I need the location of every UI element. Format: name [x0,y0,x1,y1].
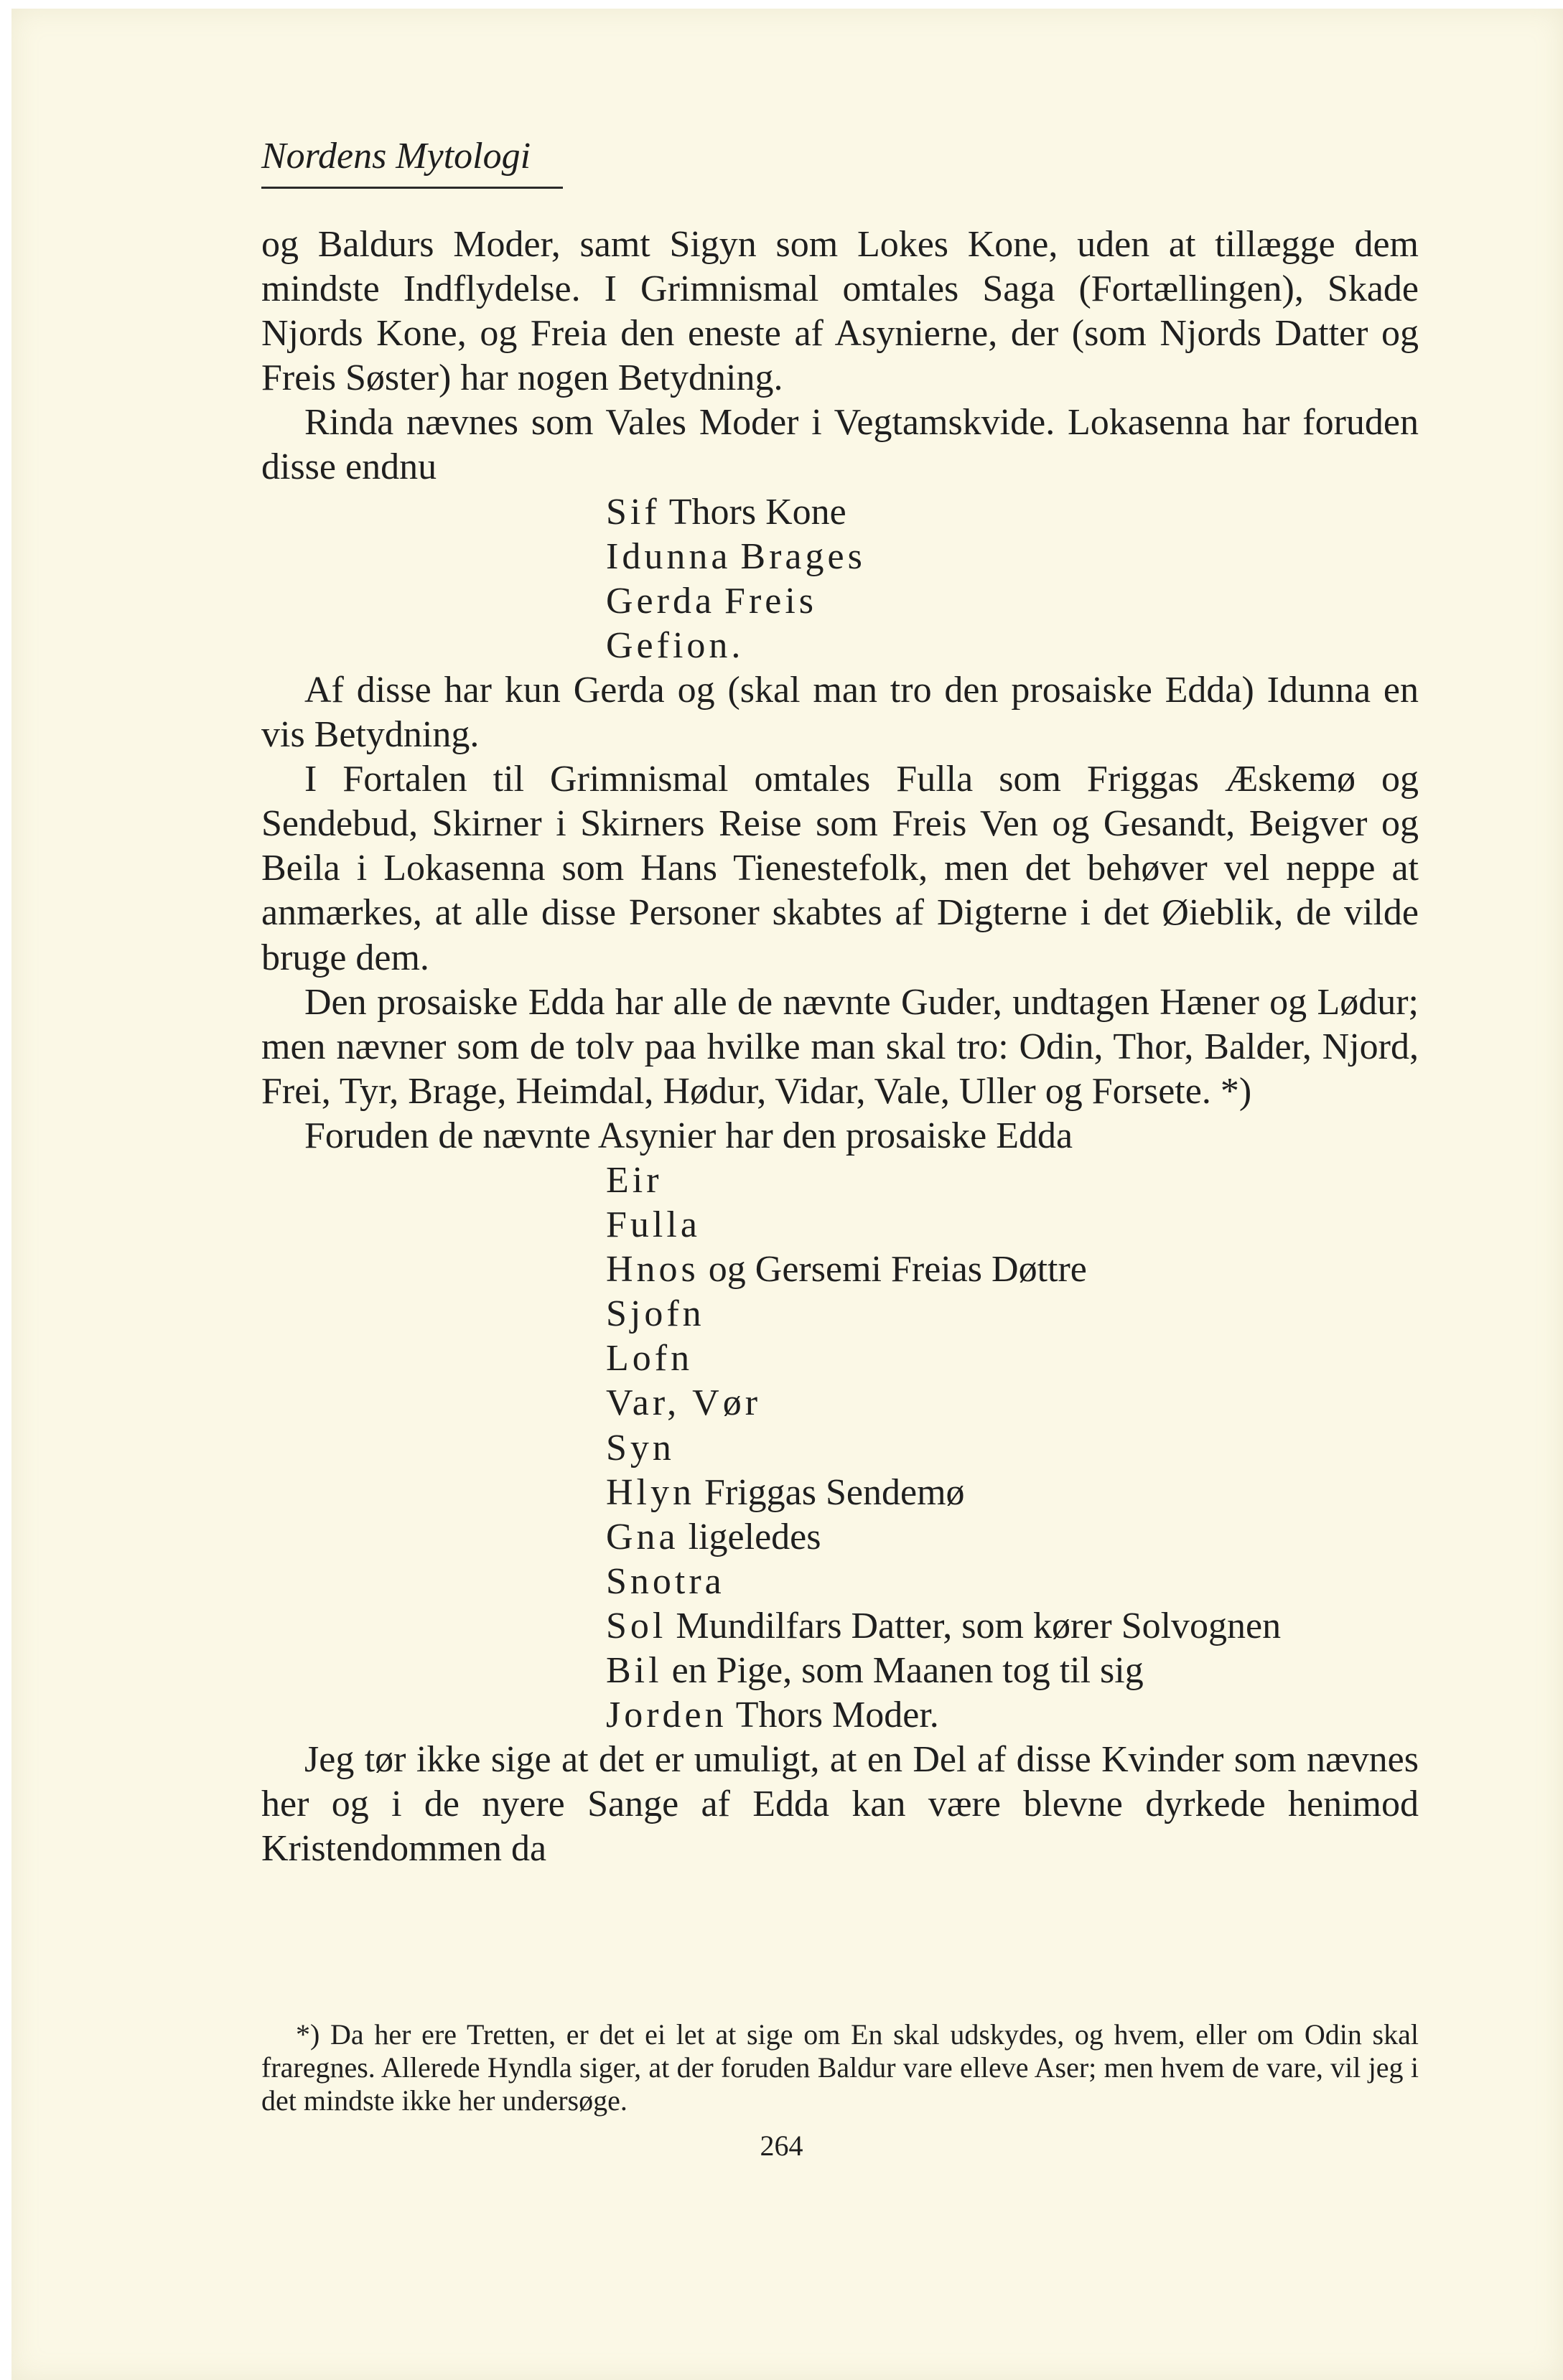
goddess-name: Hnos [606,1249,699,1290]
goddess-name: Snotra [606,1560,725,1602]
goddess-name: Hlyn [606,1471,695,1513]
footnote-text: *) Da her ere Tretten, er det ei let at sige om En skal udskydes, og hvem, eller om Odin skal fraregnes. Allerede Hyndla siger, at der foruden Baldur vare elleve Aser; men hvem de vare, vil jeg i det mindste ikke her undersøge. [261,2018,1419,2117]
paragraph: Af disse har kun Gerda og (skal man tro den prosaiske Edda) Idunna en vis Betydning. [261,669,1419,756]
running-header: Nordens Mytologi [261,136,531,177]
goddess-name: Fulla [606,1204,701,1246]
list-item [606,1515,1419,1560]
goddess-name: Gefion. [606,624,745,666]
goddess-desc: en Pige, som Maanen tog til sig [671,1650,1144,1691]
list-item [606,535,1419,579]
list-item [606,1604,1419,1649]
body-text [261,222,1419,1871]
goddess-name: Jorden [606,1695,727,1736]
goddess-desc: Thors Moder. [735,1695,939,1736]
goddess-name: Sjofn [606,1293,705,1335]
list-item [606,1649,1419,1693]
goddess-name: Syn [606,1427,675,1468]
list-item [606,1336,1419,1381]
page-number: 264 [760,2130,803,2162]
list-item [606,490,1419,535]
list-item [606,1471,1419,1515]
goddess-desc: ligeledes [688,1516,821,1557]
paragraph: Den prosaiske Edda har alle de nævnte Guder, undtagen Hæner og Lødur; men nævner som de tolv paa hvilke man skal tro: Odin, Thor, Balder, Njord, Frei, Tyr, Brage, Heimdal, Hødur, Vidar, Vale, Uller og Forsete. *) [261,981,1419,1112]
paragraph: og Baldurs Moder, samt Sigyn som Lokes Kone, uden at tillægge dem mindste Indflydelse. I Grimnismal omtales Saga (Fortællingen), Skade Njords Kone, og Freia den eneste af Asynierne, der (som Njords Datter og Freis Søster) har nogen Betydning. [261,224,1419,399]
goddess-name: Eir [606,1159,663,1201]
goddess-desc: Thors Kone [668,491,846,533]
list-item [606,1203,1419,1247]
list-item [606,1426,1419,1471]
list-item [606,1560,1419,1604]
goddess-name: Gerda [606,580,716,622]
list-item [606,624,1419,668]
goddess-desc: Mundilfars Datter, som kører Solvognen [676,1605,1282,1646]
header-rule [261,187,563,189]
list-item [606,1247,1419,1292]
goddess-name: Var, Vør [606,1382,762,1424]
paragraph: I Fortalen til Grimnismal omtales Fulla som Friggas Æskemø og Sendebud, Skirner i Skirners Reise som Freis Ven og Gesandt, Beigver og Beila i Lokasenna som Hans Tienestefolk, men det behøver vel neppe at anmærkes, at alle disse Personer skabtes af Digterne i det Øieblik, de vilde bruge dem. [261,759,1419,978]
paragraph: Foruden de nævnte Asynier har den prosaiske Edda [304,1115,1073,1156]
list-item [606,1693,1419,1738]
goddess-name: Sol [606,1605,667,1646]
list-item [606,1158,1419,1203]
goddess-desc: Freis [724,580,818,622]
paragraph: Rinda nævnes som Vales Moder i Vegtamskvide. Lokasenna har foruden disse endnu [261,402,1419,488]
goddess-name: Sif [606,491,661,533]
goddess-name: Gna [606,1516,679,1557]
goddess-desc: og Gersemi Freias Døttre [708,1249,1087,1290]
goddess-desc: Brages [740,535,866,577]
list-item [606,579,1419,624]
list-item [606,1381,1419,1425]
goddess-list-lokasenna [261,490,1419,668]
list-item [606,1292,1419,1336]
goddess-desc: Friggas Sendemø [704,1471,965,1513]
footnote [261,2018,1419,2117]
paragraph: Jeg tør ikke sige at det er umuligt, at en Del af disse Kvinder som nævnes her og i de nyere Sange af Edda kan være blevne dyrkede henimod Kristendommen da [261,1739,1419,1870]
goddess-name: Idunna [606,535,732,577]
goddess-name: Lofn [606,1338,694,1379]
goddess-name: Bil [606,1650,663,1691]
goddess-list-prose-edda [261,1158,1419,1738]
page [11,9,1563,2380]
